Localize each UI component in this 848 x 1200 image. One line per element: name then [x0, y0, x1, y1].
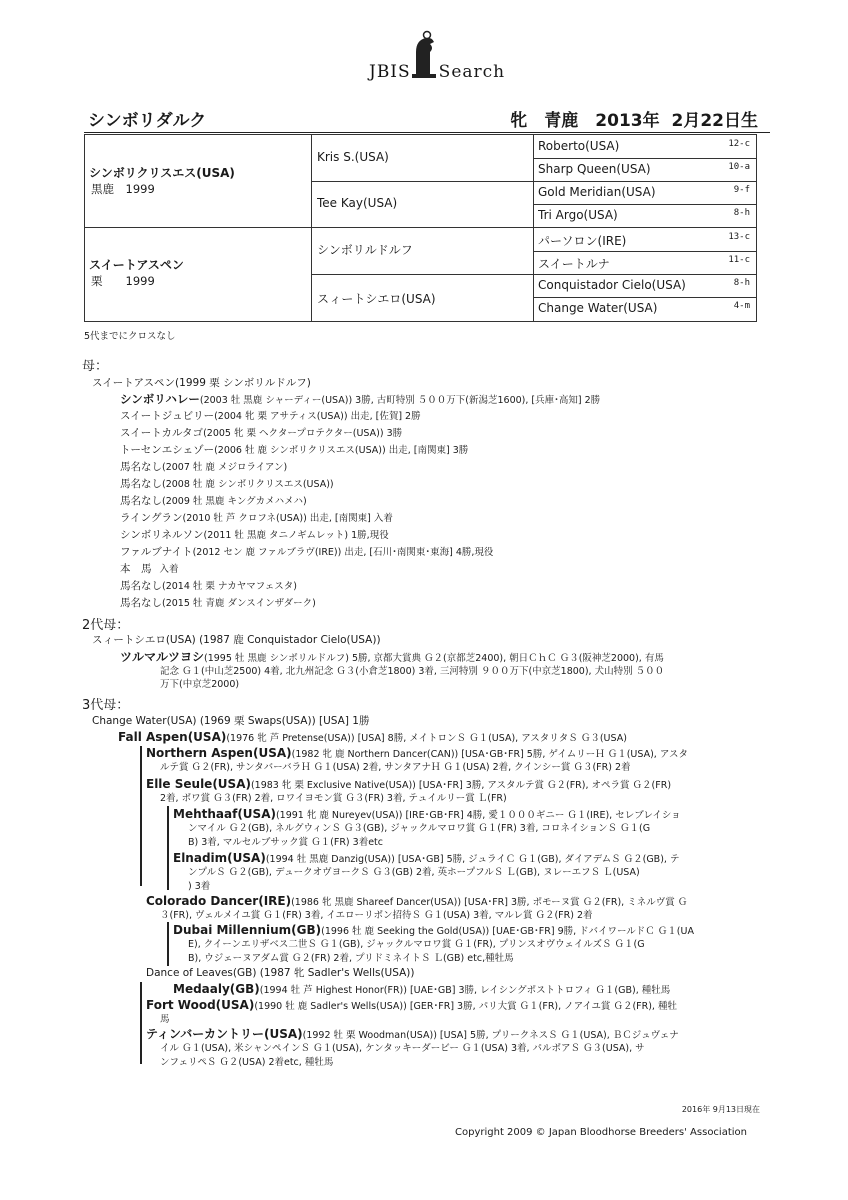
offspring-name: ライングラン: [120, 512, 183, 524]
offspring-name: Dubai Millennium(GB): [173, 923, 322, 937]
offspring-detail: (1996 牡 鹿 Seeking the Gold(USA)) [UAE･GB･FR] 9勝, ドバイワールドＣ Ｇ１(UA: [321, 926, 694, 937]
great-grandparent-name: Gold Meridian(USA): [538, 185, 656, 199]
offspring-name: 本 馬: [120, 563, 152, 575]
title-row: [84, 106, 770, 133]
great-grandparent-cell: [538, 255, 754, 272]
family-code: 8-h: [733, 278, 750, 288]
family-code: 4-m: [733, 301, 750, 311]
section-heading: 2代母：: [82, 618, 130, 633]
family-code: 10-a: [728, 162, 750, 172]
offspring-detail-cont: 万下(中京芝2000): [160, 679, 240, 690]
offspring-detail-cont: ンフェリペＳ Ｇ２(USA) 2着etc, 種牡馬: [160, 1057, 334, 1068]
offspring-entry: [120, 597, 316, 610]
offspring-name: 馬名なし: [120, 495, 162, 507]
offspring-name: シンボリハレー: [120, 392, 200, 406]
offspring-entry: [146, 747, 688, 761]
offspring-detail: (1995 牡 黒鹿 シンボリルドルフ) 5勝, 京都大賞典 Ｇ２(京都芝2400), 朝日ＣｈＣ Ｇ３(阪神芝2000), 有馬: [204, 653, 664, 664]
offspring-name: 馬名なし: [120, 478, 162, 490]
dam-line: Change Water(USA) (1969 栗 Swaps(USA)) [USA] 1勝: [92, 715, 370, 727]
offspring-entry: [173, 924, 694, 938]
offspring-detail-cont: 馬: [160, 1014, 170, 1025]
offspring-detail: (1982 牝 鹿 Northern Dancer(CAN)) [USA･GB･FR] 5勝, ゲイムリーＨ Ｇ１(USA), アスタ: [291, 749, 688, 760]
grandparent-cell: シンボリルドルフ: [317, 243, 413, 257]
offspring-entry: [120, 512, 393, 525]
offspring-name: Northern Aspen(USA): [146, 746, 292, 760]
offspring-entry: [146, 999, 677, 1013]
offspring-detail-cont: ３(FR), ヴェルメイユ賞 Ｇ１(FR) 3着, イエローリボン招待Ｓ Ｇ１(USA) 3着, マルレ賞 Ｇ２(FR) 2着: [160, 910, 593, 921]
grandparent-cell: Tee Kay(USA): [317, 196, 398, 210]
offspring-entry: [120, 410, 421, 423]
offspring-detail: (2011 牡 黒鹿 タニノギムレット) 1勝,現役: [203, 530, 389, 541]
lineage-bar: [167, 922, 169, 966]
offspring-entry: [120, 563, 179, 576]
offspring-name: ファルブナイト: [120, 546, 193, 558]
jbis-logo: [0, 30, 848, 84]
offspring-detail-cont: イル Ｇ１(USA), 米シャンペインＳ Ｇ１(USA), ケンタッキーダービー Ｇ１(USA) 3着, パルボアＳ Ｇ３(USA), サ: [160, 1043, 645, 1054]
offspring-entry: [118, 731, 627, 745]
offspring-detail: (1992 牡 栗 Woodman(USA)) [USA] 5勝, プリークネスＳ Ｇ１(USA), ＢＣジュヴェナ: [302, 1030, 679, 1041]
dam-line: スィートシエロ(USA) (1987 鹿 Conquistador Cielo(USA)): [92, 634, 381, 646]
offspring-entry: [146, 895, 687, 909]
offspring-name: Elnadim(USA): [173, 851, 266, 865]
offspring-detail: 入着: [159, 564, 179, 575]
offspring-entry: [120, 478, 334, 491]
dam-detail: 栗 1999: [91, 274, 155, 288]
family-code: 12-c: [728, 139, 750, 149]
offspring-detail: (2012 セン 鹿 ファルブラヴ(IRE)) 出走, [石川･南関東･東海] 4勝,現役: [192, 547, 494, 558]
offspring-detail-cont: B), ウジェーヌアダム賞 Ｇ２(FR) 2着, プリドミネイトＳ Ｌ(GB) etc,種牡馬: [188, 953, 514, 964]
sire-cell: [89, 164, 309, 204]
offspring-entry: [120, 580, 297, 593]
offspring-entry: [173, 852, 679, 866]
offspring-entry: [146, 778, 671, 792]
sire-name: シンボリクリスエス(USA): [89, 166, 235, 180]
offspring-detail: (2010 牡 芦 クロフネ(USA)) 出走, [南関東] 入着: [182, 513, 393, 524]
great-grandparent-name: Tri Argo(USA): [538, 208, 618, 222]
great-grandparent-cell: [538, 208, 754, 225]
lineage-bar: [140, 982, 142, 1064]
great-grandparent-cell: [538, 185, 754, 202]
lineage-bar: [140, 746, 142, 886]
offspring-detail: (2007 牡 鹿 メジロライアン): [162, 462, 288, 473]
great-grandparent-cell: [538, 301, 754, 318]
offspring-detail: (1986 牝 黒鹿 Shareef Dancer(USA)) [USA･FR] 3勝, ポモーヌ賞 Ｇ２(FR), ミネルヴ賞 Ｇ: [291, 897, 688, 908]
offspring-detail: (2006 牡 鹿 シンボリクリスエス(USA)) 出走, [南関東] 3勝: [214, 445, 469, 456]
dam-line: Dance of Leaves(GB) (1987 牝 Sadler's Wells(USA)): [146, 967, 415, 979]
offspring-detail-cont: B) 3着, マルセルブサック賞 Ｇ１(FR) 3着etc: [188, 837, 383, 848]
offspring-entry: [173, 808, 681, 822]
offspring-detail-cont: ンマイル Ｇ２(GB), ネルグウィンＳ Ｇ３(GB), ジャックルマロワ賞 Ｇ１(FR) 3着, コロネイションＳ Ｇ１(G: [188, 823, 651, 834]
offspring-detail: (2015 牡 青鹿 ダンスインザダーク): [162, 598, 316, 609]
logo-search-text: Search: [438, 62, 506, 82]
offspring-detail: (2014 牡 栗 ナカヤマフェスタ): [162, 581, 297, 592]
great-grandparent-cell: [538, 162, 754, 179]
horse-name: シンボリダルク: [88, 111, 207, 131]
offspring-name: Medaaly(GB): [173, 982, 260, 996]
offspring-name: ティンバーカントリー(USA): [146, 1027, 303, 1041]
great-grandparent-name: Sharp Queen(USA): [538, 162, 651, 176]
offspring-detail: (2009 牡 黒鹿 キングカメハメハ): [162, 496, 307, 507]
offspring-entry: [146, 1028, 679, 1042]
family-code: 13-c: [728, 232, 750, 242]
cross-note: 5代までにクロスなし: [84, 331, 176, 342]
offspring-detail-cont: ) 3着: [188, 881, 211, 892]
offspring-detail-cont: 2着, ボワ賞 Ｇ３(FR) 2着, ロワイヨモン賞 Ｇ３(FR) 3着, テュイルリー賞 Ｌ(FR): [160, 793, 507, 804]
offspring-name: 馬名なし: [120, 461, 162, 473]
offspring-name: Elle Seule(USA): [146, 777, 251, 791]
great-grandparent-name: Roberto(USA): [538, 139, 620, 153]
dam-cell: [89, 256, 309, 296]
offspring-detail: (1994 牡 芦 Highest Honor(FR)) [UAE･GB] 3勝, レイシングポストトロフィ Ｇ１(GB), 種牡馬: [259, 985, 671, 996]
logo-jbis-text: JBIS: [369, 62, 411, 82]
great-grandparent-name: スイートルナ: [538, 257, 610, 271]
offspring-name: スイートジュビリー: [120, 410, 215, 422]
offspring-detail: (2005 牝 栗 ヘクタープロテクター(USA)) 3勝: [203, 428, 403, 439]
offspring-entry: [173, 983, 670, 997]
offspring-name: Fall Aspen(USA): [118, 730, 227, 744]
grandparent-cell: Kris S.(USA): [317, 150, 389, 164]
offspring-detail-cont: ルテ賞 Ｇ２(FR), サンタバーバラＨ Ｇ１(USA) 2着, サンタアナＨ Ｇ１(USA) 2着, クインシー賞 Ｇ３(FR) 2着: [160, 762, 631, 773]
great-grandparent-cell: [538, 278, 754, 295]
great-grandparent-name: Change Water(USA): [538, 301, 658, 315]
offspring-name: トーセンエシェゾー: [120, 444, 215, 456]
offspring-detail: (2003 牡 黒鹿 シャーディー(USA)) 3勝, 古町特別 ５００万下(新潟芝1600), [兵庫･高知] 2勝: [199, 395, 601, 406]
offspring-detail: (1990 牡 鹿 Sadler's Wells(USA)) [GER･FR] 3勝, パリ大賞 Ｇ１(FR), ノアイユ賞 Ｇ２(FR), 種牡: [254, 1001, 677, 1012]
offspring-entry: [120, 427, 402, 440]
offspring-entry: [120, 529, 389, 542]
offspring-name: 馬名なし: [120, 597, 162, 609]
offspring-name: ツルマルツヨシ: [120, 650, 205, 664]
great-grandparent-name: Conquistador Cielo(USA): [538, 278, 686, 292]
offspring-detail: (1983 牝 栗 Exclusive Native(USA)) [USA･FR] 3勝, アスタルテ賞 Ｇ２(FR), オペラ賞 Ｇ２(FR): [250, 780, 672, 791]
offspring-entry: [120, 461, 287, 474]
as-of-date: 2016年 9月13日現在: [681, 1105, 760, 1114]
offspring-entry: [120, 546, 493, 559]
family-code: 11-c: [728, 255, 750, 265]
offspring-detail: (2004 牝 栗 アサティス(USA)) 出走, [佐賀] 2勝: [214, 411, 421, 422]
offspring-detail: (2008 牡 鹿 シンボリクリスエス(USA)): [162, 479, 334, 490]
copyright: Copyright 2009 © Japan Bloodhorse Breeders' Association: [455, 1127, 747, 1138]
offspring-detail: (1991 牝 鹿 Nureyev(USA)) [IRE･GB･FR] 4勝, 愛１０００ギニー Ｇ１(IRE), セレブレイショ: [275, 810, 681, 821]
offspring-entry: [120, 444, 468, 457]
offspring-name: Colorado Dancer(IRE): [146, 894, 292, 908]
offspring-name: シンボリネルソン: [120, 529, 204, 541]
great-grandparent-cell: [538, 139, 754, 156]
grandparent-cell: スィートシエロ(USA): [317, 292, 436, 306]
lineage-bar: [167, 806, 169, 890]
family-code: 8-h: [733, 208, 750, 218]
horse-info: 牝 青鹿 2013年 2月22日生: [510, 111, 758, 131]
offspring-name: 馬名なし: [120, 580, 162, 592]
offspring-detail-cont: ンプルＳ Ｇ２(GB), デュークオヴヨークＳ Ｇ３(GB) 2着, 英ホープフルＳ Ｌ(GB), ヌレーエフＳ Ｌ(USA): [188, 867, 640, 878]
great-grandparent-cell: [538, 232, 754, 249]
dam-line: スイートアスペン(1999 栗 シンボリルドルフ): [92, 377, 311, 389]
offspring-name: Fort Wood(USA): [146, 998, 255, 1012]
offspring-name: スイートカルタゴ: [120, 427, 204, 439]
section-heading: 3代母：: [82, 698, 130, 713]
offspring-detail: (1994 牡 黒鹿 Danzig(USA)) [USA･GB] 5勝, ジュライＣ Ｇ１(GB), ダイアデムＳ Ｇ２(GB), テ: [265, 854, 680, 865]
offspring-detail-cont: 記念 Ｇ１(中山芝2500) 4着, 北九州記念 Ｇ３(小倉芝1800) 3着, 三河特別 ９００万下(中京芝1800), 犬山特別 ５００: [160, 666, 665, 677]
pedigree-table: [84, 134, 757, 322]
offspring-detail: (1976 牝 芦 Pretense(USA)) [USA] 8勝, メイトロンＳ Ｇ１(USA), アスタリタＳ Ｇ３(USA): [226, 733, 627, 744]
offspring-entry: [120, 651, 664, 665]
section-heading: 母：: [82, 359, 109, 374]
family-code: 9-f: [733, 185, 750, 195]
great-grandparent-name: パーソロン(IRE): [538, 234, 627, 248]
dam-name: スイートアスペン: [89, 258, 184, 272]
offspring-entry: [120, 393, 600, 407]
offspring-entry: [120, 495, 307, 508]
offspring-name: Mehthaaf(USA): [173, 807, 276, 821]
offspring-detail-cont: E), クイーンエリザベス二世Ｓ Ｇ１(GB), ジャックルマロワ賞 Ｇ１(FR), プリンスオヴウェイルズＳ Ｇ１(G: [188, 939, 645, 950]
sire-detail: 黒鹿 1999: [91, 182, 155, 196]
